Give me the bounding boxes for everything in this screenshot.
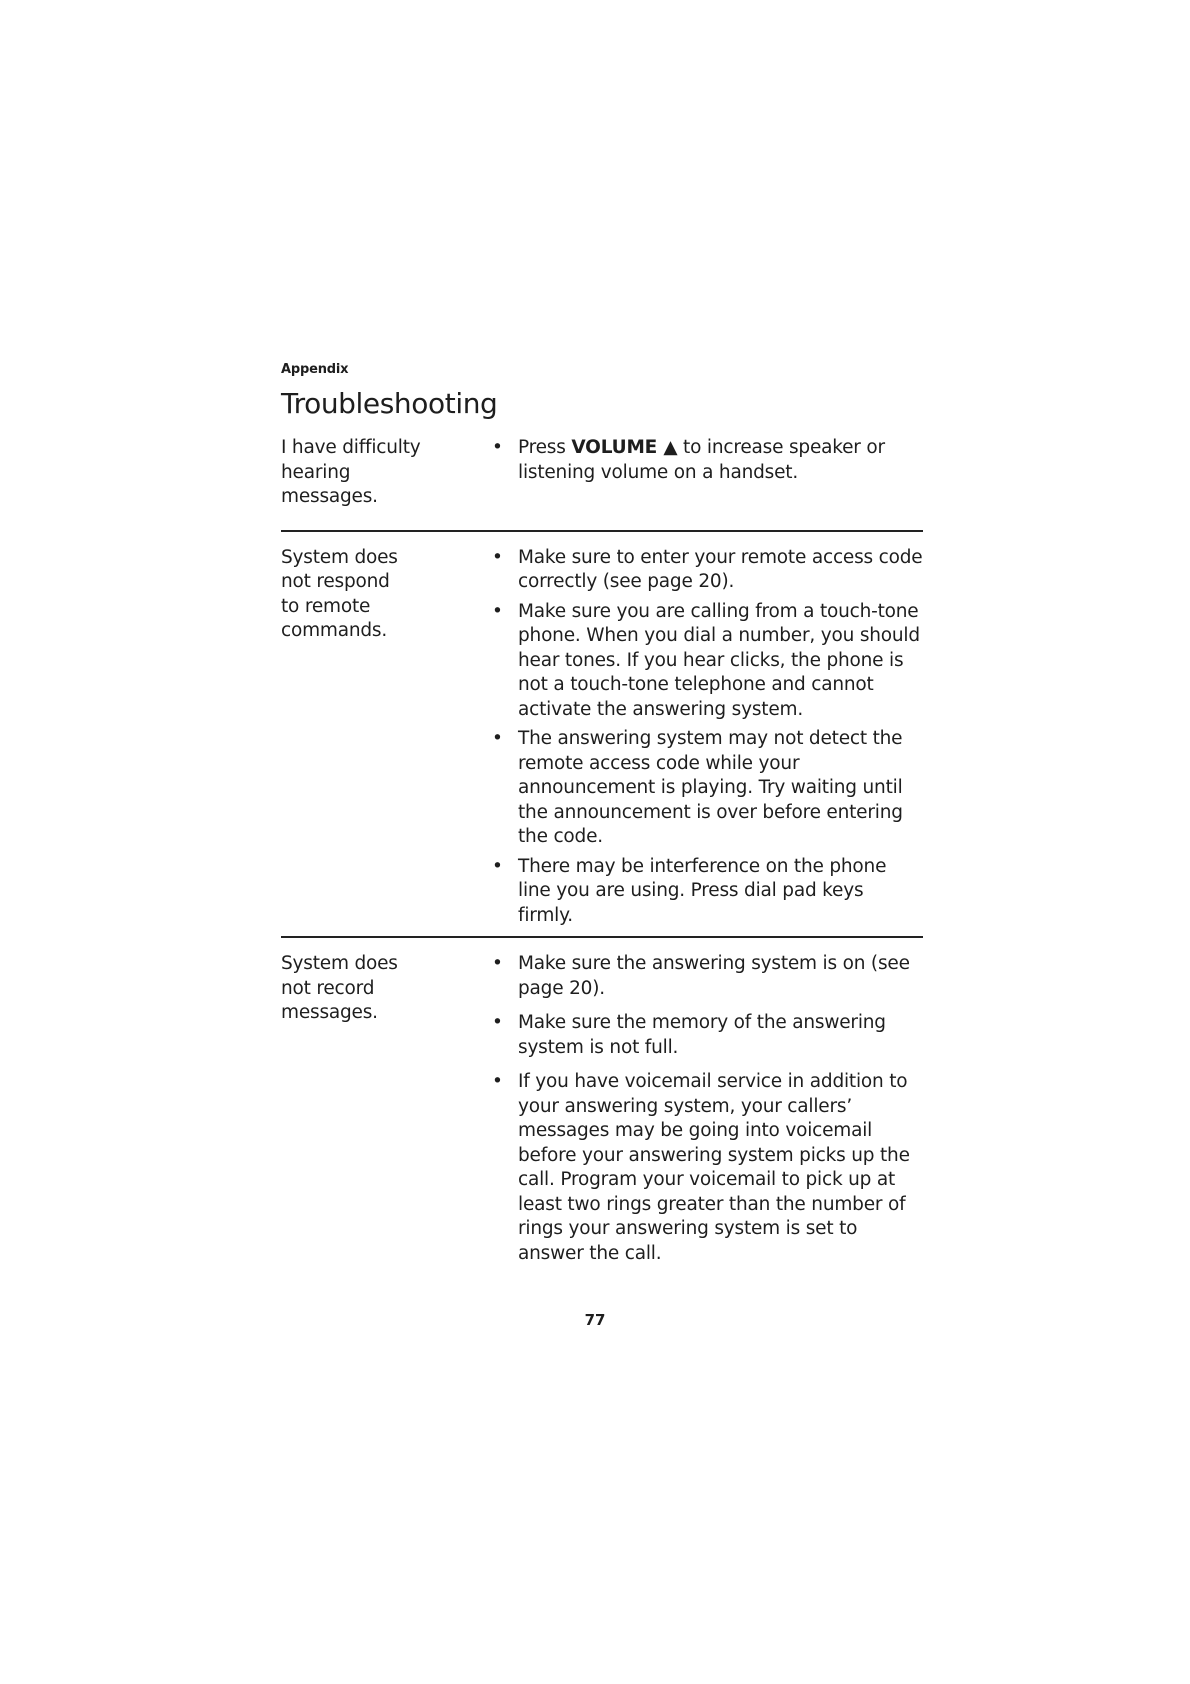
- solution-item: • Make sure the memory of the answering system is not full.: [488, 1011, 923, 1060]
- table-row: [281, 436, 923, 530]
- solution-item: • There may be interference on the phone line you are using. Press dial pad keys firmly.: [488, 855, 923, 929]
- problem-cell: I have difficulty hearing messages.: [281, 437, 421, 507]
- solution-item: • If you have voicemail service in addition to your answering system, your callers’ messages may be going into voicemail before your answering system picks up the call. Program your voicemail to pick up at least two rings greater than the number of rings your answering system is set to answer the call.: [488, 1070, 923, 1266]
- solution-item: • Make sure to enter your remote access code correctly (see page 20).: [488, 546, 923, 595]
- volume-key-label: VOLUME ▲: [571, 437, 678, 458]
- solution-list: [488, 952, 923, 1266]
- solution-item: • Make sure you are calling from a touch-tone phone. When you dial a number, you should hear tones. If you hear clicks, the phone is not a touch-tone telephone and cannot activate the answering system.: [488, 600, 923, 723]
- solution-text: Press: [518, 437, 572, 458]
- table-row: [281, 936, 923, 1266]
- page-number: 77: [584, 1311, 606, 1329]
- manual-page: [281, 360, 923, 1266]
- section-label: Appendix: [281, 362, 349, 377]
- problem-cell: System does not record messages.: [281, 953, 398, 1023]
- troubleshooting-table: [281, 436, 923, 1266]
- solution-item: • Make sure the answering system is on (see page 20).: [488, 952, 923, 1001]
- solution-item: • The answering system may not detect the remote access code while your announcement is playing. Try waiting until the announcement is over before entering the code.: [488, 727, 923, 850]
- solution-item: [488, 436, 923, 485]
- problem-cell: System does not respond to remote commands.: [281, 546, 398, 641]
- solution-list: [488, 436, 923, 510]
- solution-text: to increase speaker or listening volume on a handset.: [518, 437, 885, 483]
- solution-list: [488, 546, 923, 929]
- page-title: Troubleshooting: [281, 387, 498, 420]
- table-row: [281, 530, 923, 937]
